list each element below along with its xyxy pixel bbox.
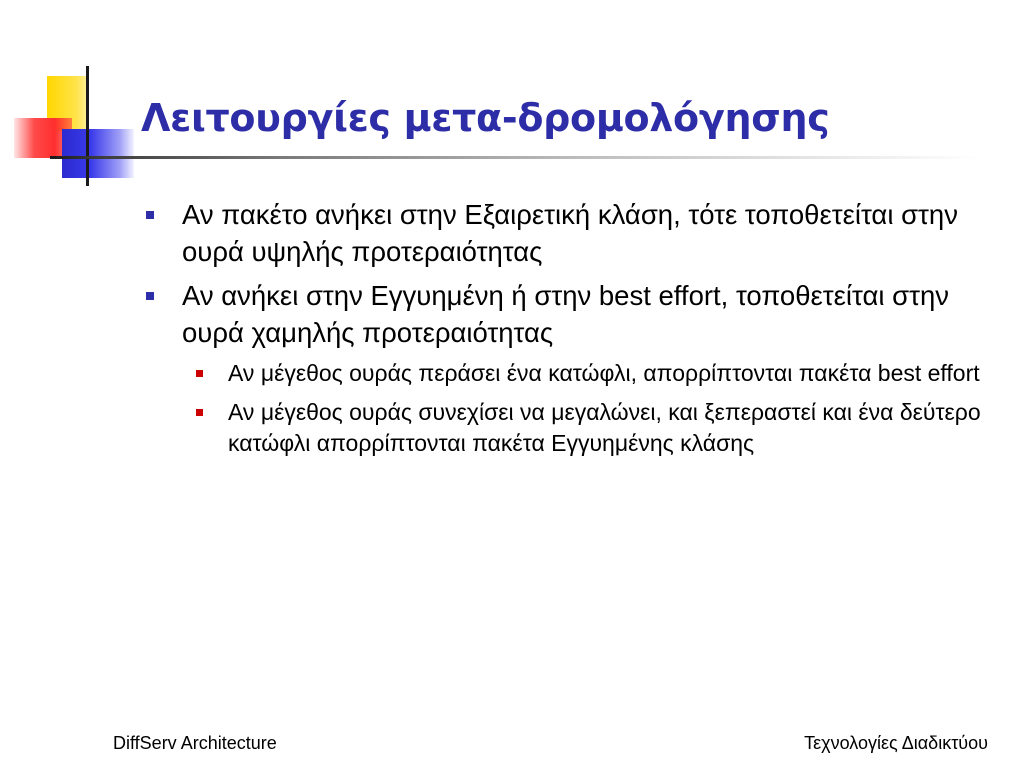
- footer-right-text: Τεχνολογίες Διαδικτύου: [804, 733, 988, 753]
- bullet-item: [144, 277, 1004, 351]
- footer-left-text: DiffServ Architecture: [113, 733, 277, 753]
- blue-square-bullet-icon: [146, 292, 154, 300]
- sub-bullet-list: [144, 358, 1004, 459]
- logo-blue-square: [62, 129, 134, 178]
- slide-title: Λειτουργίες μετα-δρομολόγησης: [141, 96, 830, 140]
- red-square-bullet-icon: [196, 409, 203, 416]
- bullet-item: [144, 196, 1004, 270]
- slide-body: [144, 196, 1004, 467]
- sub-bullet-item: [190, 358, 1004, 389]
- logo-vertical-line: [86, 66, 89, 186]
- sub-bullet-text: Αν μέγεθος ουράς συνεχίσει να μεγαλώνει, και ξεπεραστεί και ένα δεύτερο κατώφλι απορρίπτονται πακέτα Εγγυημένης κλάσης: [228, 399, 981, 456]
- sub-bullet-text: Αν μέγεθος ουράς περάσει ένα κατώφλι, απορρίπτονται πακέτα best effort: [228, 360, 980, 386]
- blue-square-bullet-icon: [146, 211, 154, 219]
- sub-bullet-item: [190, 397, 1004, 459]
- bullet-text: Αν πακέτο ανήκει στην Εξαιρετική κλάση, τότε τοποθετείται στην ουρά υψηλής προτεραιότητας: [182, 199, 958, 267]
- title-underline: [50, 156, 980, 159]
- slide-logo-graphic: [0, 0, 160, 200]
- bullet-text: Αν ανήκει στην Εγγυημένη ή στην best effort, τοποθετείται στην ουρά χαμηλής προτεραιότητας: [182, 280, 949, 348]
- red-square-bullet-icon: [196, 370, 203, 377]
